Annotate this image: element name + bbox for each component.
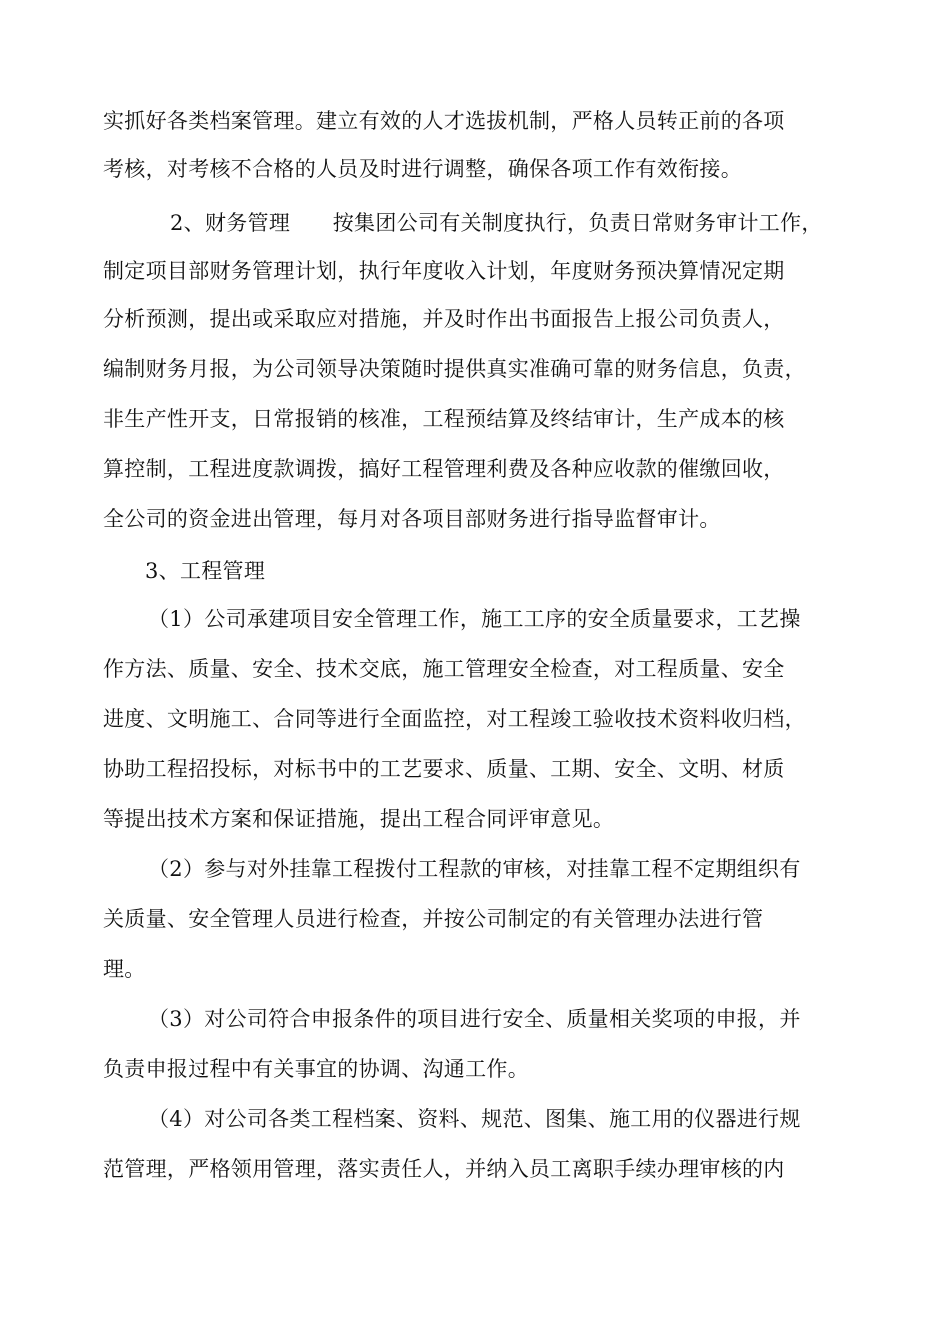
text-line-17: 关质量、安全管理人员进行检查，并按公司制定的有关管理办法进行管	[103, 907, 764, 931]
text-line-15: 等提出技术方案和保证措施，提出工程合同评审意见。	[103, 807, 615, 831]
text-line-19: （3）对公司符合申报条件的项目进行安全、质量相关奖项的申报，并	[148, 1007, 801, 1031]
section-heading-3: 3、工程管理	[145, 559, 266, 583]
text-line-2: 考核，对考核不合格的人员及时进行调整，确保各项工作有效衔接。	[103, 157, 742, 181]
text-line-21: （4）对公司各类工程档案、资料、规范、图集、施工用的仪器进行规	[148, 1107, 801, 1131]
text-line-13: 进度、文明施工、合同等进行全面监控，对工程竣工验收技术资料收归档，	[103, 707, 806, 731]
text-line-20: 负责申报过程中有关事宜的协调、沟通工作。	[103, 1057, 529, 1081]
text-line-11: （1）公司承建项目安全管理工作，施工工序的安全质量要求，工艺操	[148, 607, 801, 631]
text-line-14: 协助工程招投标，对标书中的工艺要求、质量、工期、安全、文明、材质	[103, 757, 785, 781]
text-line-18: 理。	[103, 957, 146, 981]
text-line-6: 编制财务月报，为公司领导决策随时提供真实准确可靠的财务信息，负责，	[103, 357, 806, 381]
text-line-4: 制定项目部财务管理计划，执行年度收入计划，年度财务预决算情况定期	[103, 259, 785, 283]
text-line-16: （2）参与对外挂靠工程拨付工程款的审核，对挂靠工程不定期组织有	[148, 857, 801, 881]
text-line-7: 非生产性开支，日常报销的核准，工程预结算及终结审计，生产成本的核	[103, 407, 785, 431]
text-line-22: 范管理，严格领用管理，落实责任人，并纳入员工离职手续办理审核的内	[103, 1157, 785, 1181]
text-line-9: 全公司的资金进出管理，每月对各项目部财务进行指导监督审计。	[103, 507, 721, 531]
text-line-1: 实抓好各类档案管理。建立有效的人才选拔机制，严格人员转正前的各项	[103, 109, 785, 133]
text-line-8: 算控制，工程进度款调拨，搞好工程管理利费及各种应收款的催缴回收，	[103, 457, 785, 481]
text-line-12: 作方法、质量、安全、技术交底，施工管理安全检查，对工程质量、安全	[103, 657, 785, 681]
text-line-3: 2、财务管理 按集团公司有关制度执行，负责日常财务审计工作，	[170, 211, 823, 235]
text-line-5: 分析预测，提出或采取应对措施，并及时作出书面报告上报公司负责人，	[103, 307, 785, 331]
